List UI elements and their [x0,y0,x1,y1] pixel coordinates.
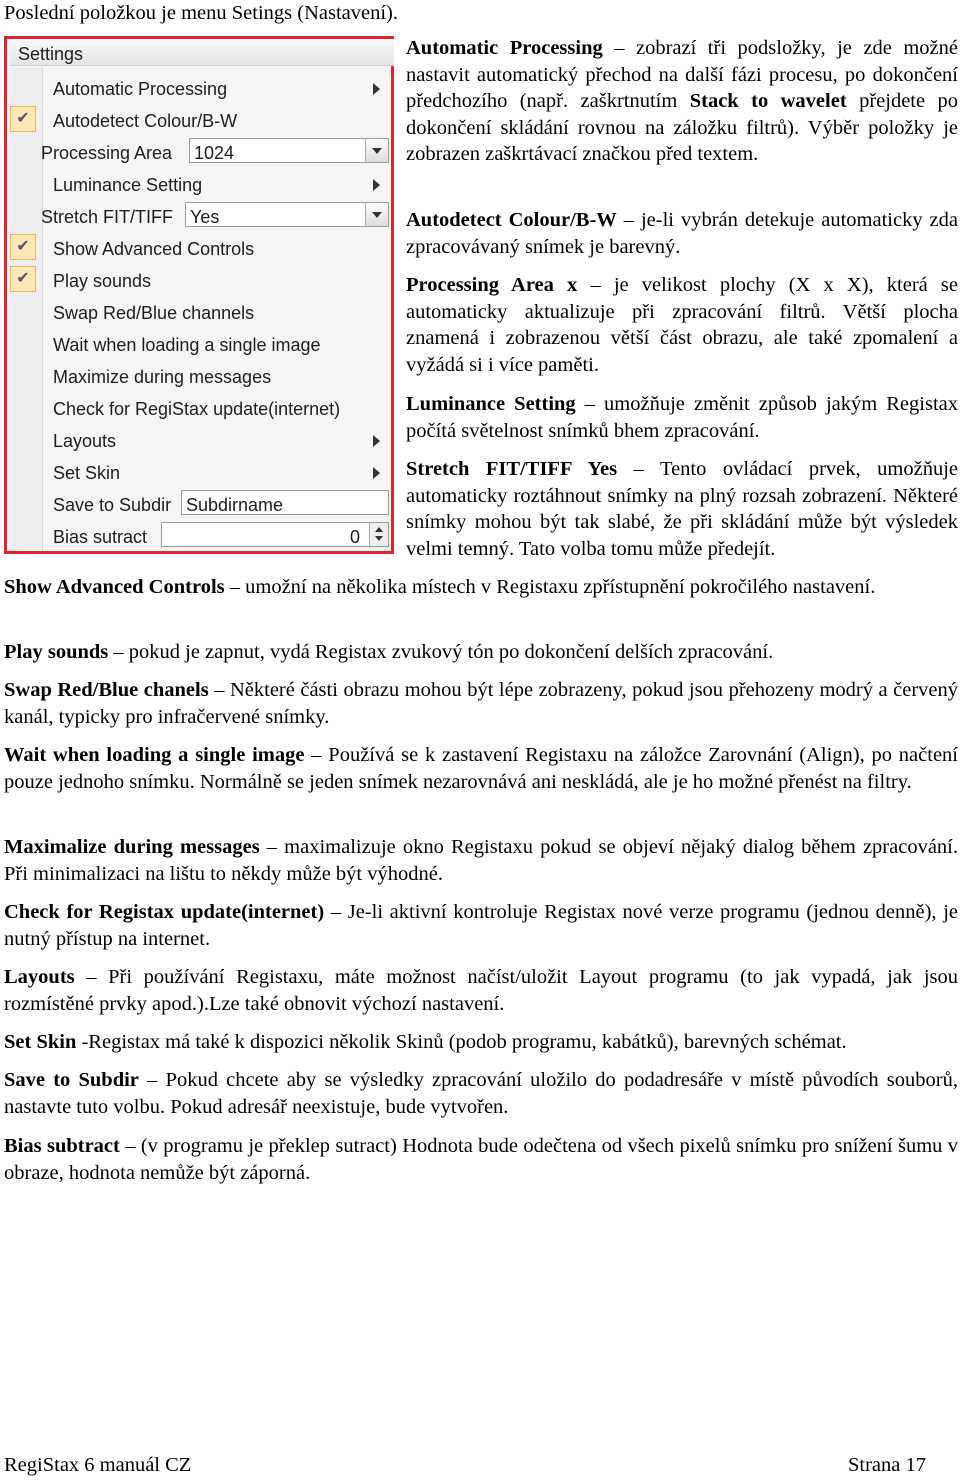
subdir-input[interactable] [181,490,389,515]
menu-item-label: Set Skin [53,463,121,483]
spinner-arrows-icon[interactable] [369,523,388,546]
processing-area-select[interactable] [189,138,389,163]
menu-item-save-to-subdir[interactable] [7,487,391,519]
menu-item-wait-single-image[interactable] [7,327,391,359]
menu-item-show-advanced-controls[interactable] [7,231,391,263]
para-luminance: Luminance Setting – umožňuje změnit způsob jakým Registax počítá světelnost snímků bhem zpracování. [406,393,958,442]
menu-item-set-skin[interactable] [7,455,391,487]
menu-item-autodetect-colour[interactable] [7,103,391,135]
menu-item-label: Processing Area [41,143,173,163]
menu-item-label: Bias sutract [53,527,148,547]
bias-value: 0 [349,527,360,547]
stretch-value: Yes [190,207,220,227]
menu-item-label: Layouts [53,431,117,451]
para-swap-channels: Swap Red/Blue chanels – Některé části obrazu mohou být lépe zobrazeny, pokud jsou přehozeny modrý a červený kanál, typicky pro infračervené snímky. [4,679,958,728]
menu-item-processing-area[interactable] [7,135,391,167]
para-autodetect: Autodetect Colour/B-W – je-li vybrán detekuje automaticky zda zpracovávaný snímek je barevný. [406,209,958,258]
submenu-arrow-icon [373,435,380,447]
stretch-select[interactable] [185,202,389,227]
menu-item-maximize-messages[interactable] [7,359,391,391]
menu-item-label: Wait when loading a single image [53,335,321,355]
footer-manual-title: RegiStax 6 manuál CZ [4,1454,192,1476]
para-automatic-processing: Automatic Processing – zobrazí tři podsložky, je zde možné nastavit automatický přechod na další fázi procesu, po dokončení předchozího (např. zaškrtnutím Stack to wavelet přejdete po dokončení skládání rovnou na záložku filtrů). Výběr položky je zobrazen zaškrtávací značkou před textem. [406,37,959,165]
menu-item-label: Show Advanced Controls [53,239,255,259]
menu-item-check-update[interactable] [7,391,391,423]
menu-item-swap-red-blue[interactable] [7,295,391,327]
menu-item-label: Play sounds [53,271,152,291]
menu-title: Settings [18,44,84,64]
submenu-arrow-icon [373,83,380,95]
chevron-down-icon[interactable] [365,203,388,226]
para-stretch: Stretch FIT/TIFF Yes – Tento ovládací prvek, umožňuje automaticky roztáhnout snímky na plný rozsah zobrazení. Některé snímky mohou být tak slabé, že při skládání může být výsledek velmi temný. Tato volba tomu může předejít. [406,458,958,560]
checkmark-icon: ✔ [10,106,36,132]
menu-item-label: Autodetect Colour/B-W [53,111,238,131]
para-check-update: Check for Registax update(internet) – Je-li aktivní kontroluje Registax nové verze programu (jednou denně), je nutný přístup na internet. [4,901,959,950]
para-wait-single-image: Wait when loading a single image – Používá se k zastavení Registaxu na záložce Zarovnání (Align), po načtení pouze jednoho snímku. Normálně se jeden snímek nezarovnává ani neskládá, ale je ho možné přenést na filtry. [4,744,958,793]
checkmark-icon: ✔ [10,266,36,292]
menu-item-layouts[interactable] [7,423,391,455]
menu-item-label: Maximize during messages [53,367,272,387]
para-play-sounds: Play sounds – pokud je zapnut, vydá Registax zvukový tón po dokončení delších zpracování. [4,641,774,663]
footer-page-number: Strana 17 [848,1454,926,1476]
menu-item-label: Check for RegiStax update(internet) [53,399,341,419]
menu-item-label: Swap Red/Blue channels [53,303,255,323]
para-layouts: Layouts – Při používání Registaxu, máte možnost načíst/uložit Layout programu (to jak vypadá, jak jsou rozmístěné prvky apod.).Lze také obnovit výchozí nastavení. [4,966,958,1015]
submenu-arrow-icon [373,467,380,479]
chevron-down-icon[interactable] [365,139,388,162]
processing-area-value: 1024 [194,143,235,163]
menu-item-stretch-fit-tiff[interactable] [7,199,391,231]
bias-spinner[interactable] [161,522,389,547]
menu-item-luminance-setting[interactable] [7,167,391,199]
para-advanced-controls: Show Advanced Controls – umožní na několika místech v Registaxu zpřístupnění pokročilého nastavení. [4,576,876,598]
submenu-arrow-icon [373,179,380,191]
subdir-value: Subdirname [186,495,284,515]
para-bias-subtract: Bias subtract – (v programu je překlep sutract) Hodnota bude odečtena od všech pixelů snímku pro snížení šumu v obraze, hodnota nemůže být záporná. [4,1135,959,1184]
para-save-subdir: Save to Subdir – Pokud chcete aby se výsledky zpracování uložilo do podadresáře v místě původích souborů, nastavte tuto volbu. Pokud adresář neexistuje, bude vytvořen. [4,1069,958,1118]
menu-item-label: Save to Subdir [53,495,172,515]
menu-item-label: Luminance Setting [53,175,203,195]
intro-text: Poslední položkou je menu Setings (Nastavení). [4,2,398,24]
menu-item-label: Automatic Processing [53,79,228,99]
menu-item-label: Stretch FIT/TIFF [41,207,174,227]
menu-title-bar [10,39,394,66]
checkmark-icon: ✔ [10,234,36,260]
menu-item-play-sounds[interactable] [7,263,391,295]
menu-item-bias-sutract[interactable] [7,519,391,551]
para-processing-area: Processing Area x – je velikost plochy (X x X), která se automaticky aktualizuje při zpracování filtrů. Větší plocha znamená i zobrazenou větší část obrazu, ale také zpomalení a vyžádá si i více paměti. [406,274,958,376]
para-set-skin: Set Skin -Registax má také k dispozici několik Skinů (podob programu, kabátků), barevných schémat. [4,1031,847,1053]
menu-item-automatic-processing[interactable] [7,71,391,103]
para-maximize: Maximalize during messages – maximalizuje okno Registaxu pokud se objeví nějaký dialog během zpracování. Při minimalizaci na lištu to někdy může být výhodné. [4,836,958,885]
settings-menu-screenshot [4,36,394,554]
